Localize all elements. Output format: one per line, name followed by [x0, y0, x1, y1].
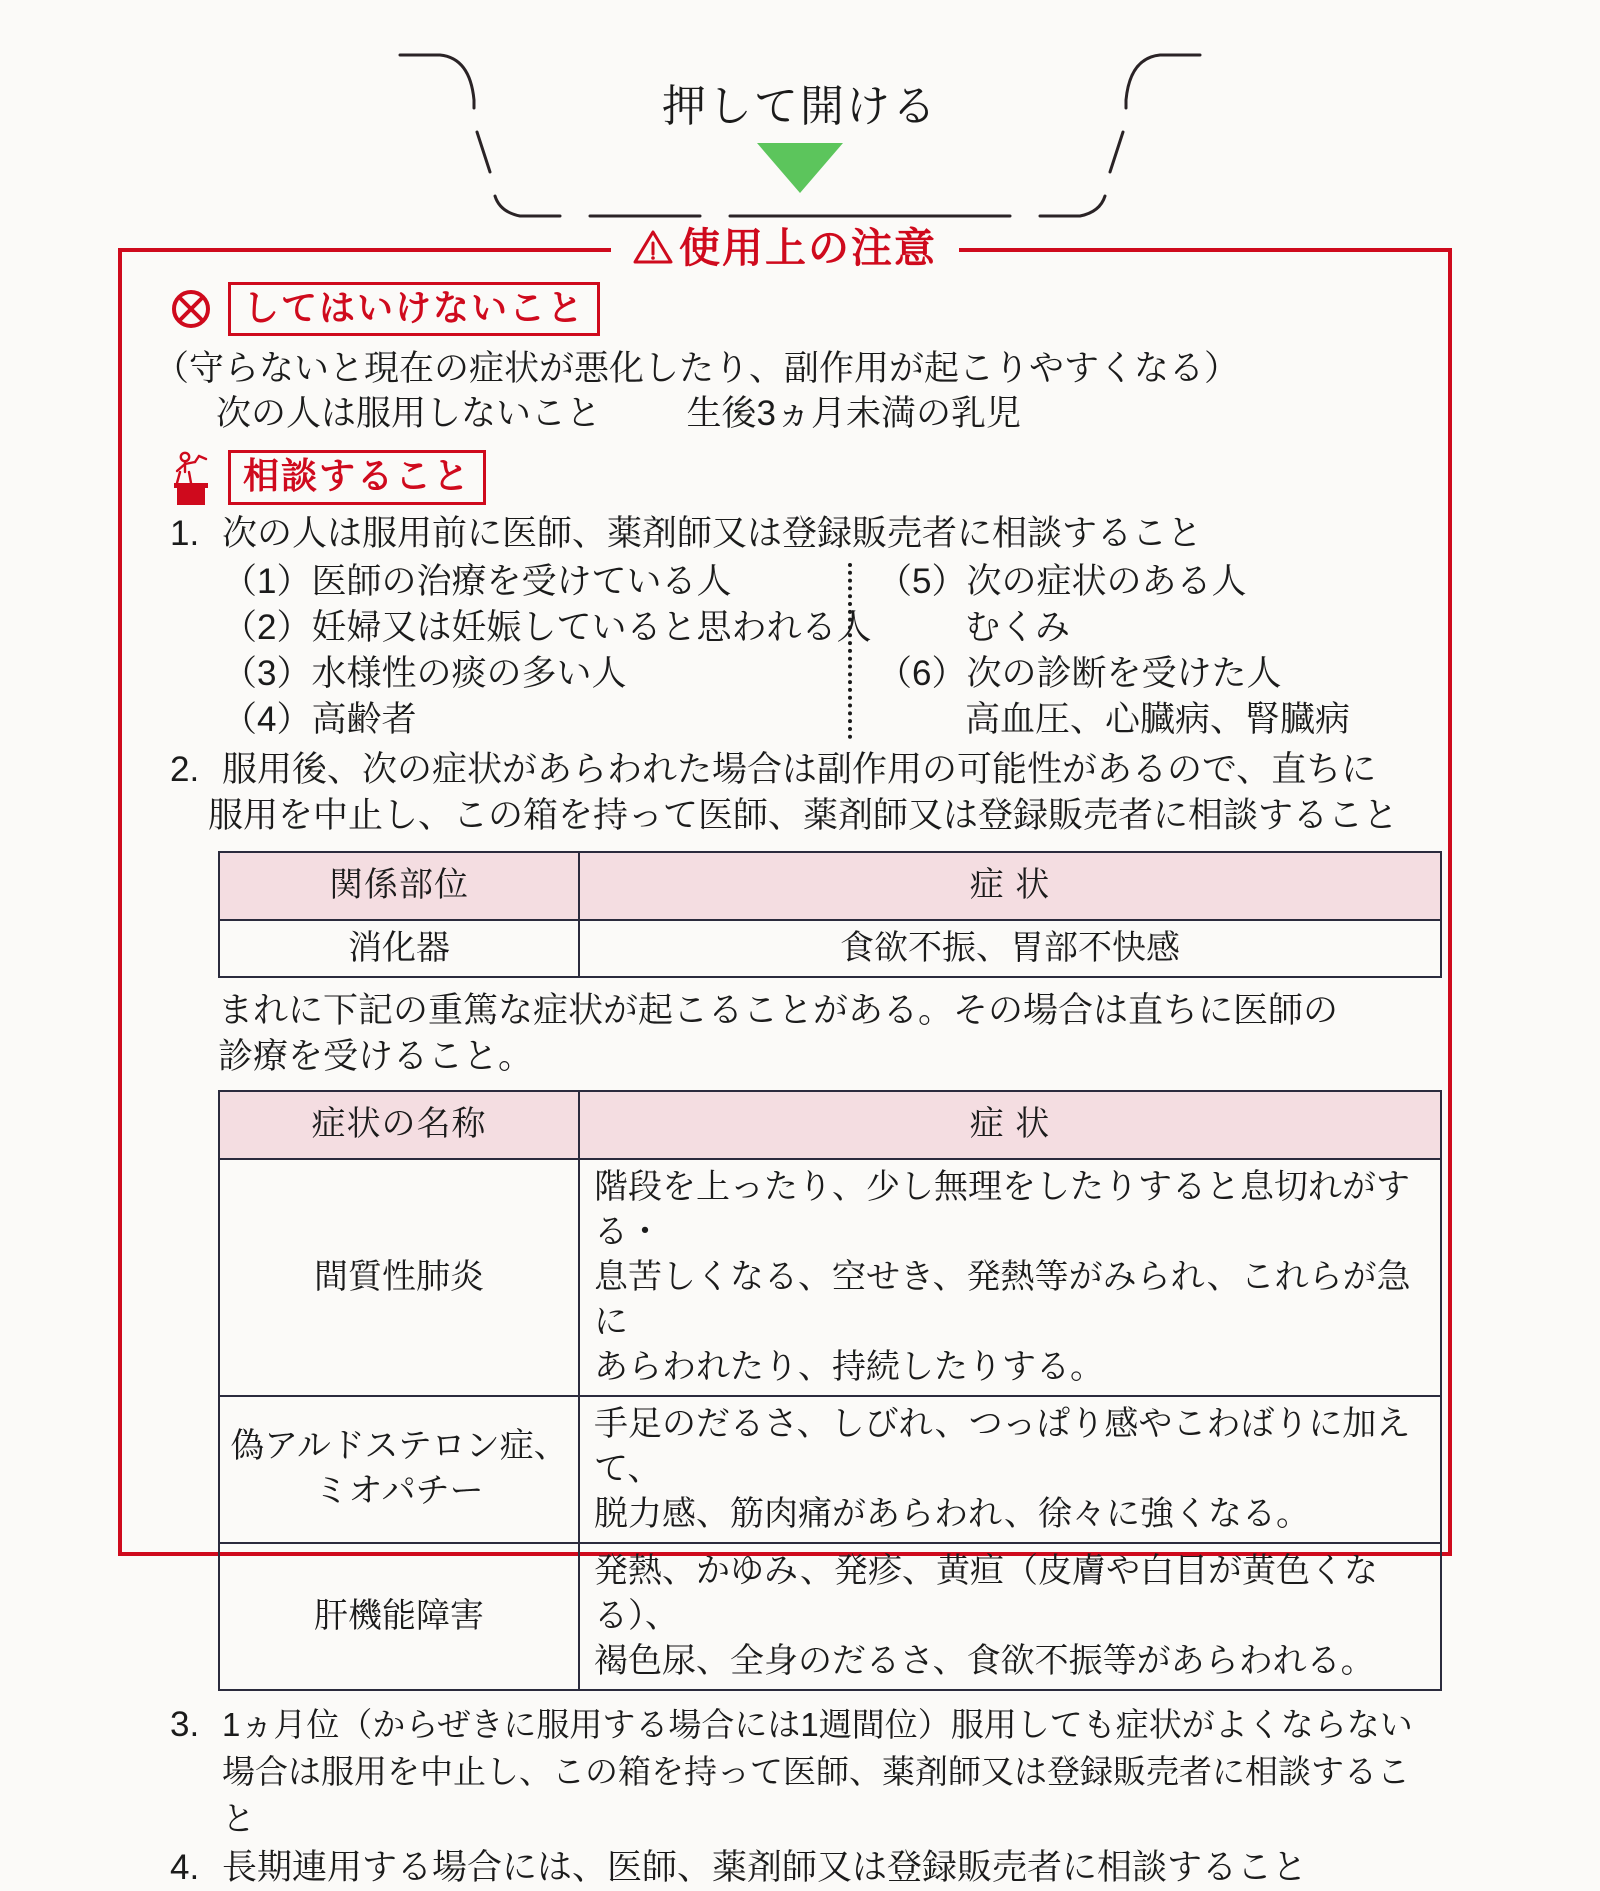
cell-line: 褐色尿、全身のだるさ、食欲不振等があらわれる。	[594, 1641, 1375, 1680]
list-item: 高血圧、心臓病、腎臓病	[965, 699, 1351, 739]
side-effect-table	[218, 851, 1442, 978]
serious-symptom-table	[218, 1090, 1442, 1691]
consult-item-4-number: 4.	[170, 1847, 200, 1887]
table-row	[219, 1543, 1441, 1690]
consult-item-1-text: 次の人は服用前に医師、薬剤師又は登録販売者に相談すること	[222, 513, 1203, 553]
serious-note-line2: 診療を受けること。	[218, 1036, 534, 1076]
list-item: （6）次の診断を受けた人	[877, 653, 1282, 693]
cell-symptom: 食欲不振、胃部不快感	[579, 920, 1441, 977]
consult-item-2-number: 2.	[170, 749, 200, 789]
column-header-symptom: 症 状	[579, 1091, 1441, 1159]
consult-item-1	[170, 511, 1436, 557]
list-item: （2）妊婦又は妊娠していると思われる人	[222, 607, 872, 647]
push-open-label: 押して開ける	[662, 82, 938, 131]
serious-symptom-note	[218, 988, 1436, 1080]
consult-item-1-sublists	[222, 559, 1436, 743]
section-prohibited-header	[168, 282, 1436, 336]
list-item: （1）医師の治療を受けている人	[222, 561, 732, 601]
notice-title-text: 使用上の注意	[679, 225, 937, 271]
cell-line: 発熱、かゆみ、発疹、黄疸（皮膚や白目が黄色くなる）、	[594, 1551, 1379, 1635]
usage-notice-box	[118, 248, 1452, 1887]
table-row	[219, 1159, 1441, 1396]
cell-symptom-name	[219, 1543, 579, 1690]
consult-item-1-number: 1.	[170, 513, 200, 553]
sublist-right-column	[877, 559, 1436, 743]
cell-symptom-desc	[579, 1543, 1441, 1690]
down-triangle-icon	[757, 143, 843, 193]
serious-note-line1: まれに下記の重篤な症状が起こることがある。その場合は直ちに医師の	[218, 990, 1339, 1030]
list-item: （5）次の症状のある人	[877, 561, 1247, 601]
consult-item-2	[170, 747, 1436, 839]
cell-line: 階段を上ったり、少し無理をしたりすると息切れがする・	[594, 1167, 1410, 1251]
prohibited-rule-label: 次の人は服用しないこと	[216, 394, 602, 434]
cell-line: 息苦しくなる、空せき、発熱等がみられ、これらが急に	[594, 1257, 1411, 1341]
section-consult-label: 相談すること	[228, 450, 486, 504]
cell-symptom-name	[219, 1159, 579, 1396]
column-divider	[848, 563, 855, 739]
consult-item-3-line2: 場合は服用を中止し、この箱を持って医師、薬剤師又は登録販売者に相談すること	[222, 1752, 1410, 1837]
cell-line: 脱力感、筋肉痛があらわれ、徐々に強くなる。	[594, 1494, 1311, 1533]
circle-x-icon	[168, 283, 214, 335]
consult-item-4	[170, 1844, 1436, 1891]
prohibited-note: （守らないと現在の症状が悪化したり、副作用が起こりやすくなる）	[154, 349, 1240, 389]
column-header-symptom: 症 状	[579, 852, 1441, 920]
consult-item-2-text	[208, 747, 1436, 839]
consultation-counter-icon	[168, 452, 214, 504]
cell-symptom-name	[219, 1396, 579, 1543]
column-header-region: 関係部位	[219, 852, 579, 920]
table-header-row	[219, 1091, 1441, 1159]
table-row	[219, 920, 1441, 977]
list-item: （3）水様性の痰の多い人	[222, 653, 627, 693]
cell-line: あらわれたり、持続したりする。	[594, 1347, 1104, 1386]
cell-symptom-desc	[579, 1159, 1441, 1396]
consult-item-3	[170, 1701, 1436, 1842]
cell-line: 偽アルドステロン症、	[230, 1427, 568, 1466]
prohibited-rule-value: 生後3ヵ月未満の乳児	[686, 394, 1021, 434]
consult-item-4-text: 長期連用する場合には、医師、薬剤師又は登録販売者に相談すること	[222, 1847, 1308, 1887]
cell-line: 肝機能障害	[314, 1596, 484, 1635]
sublist-left-column	[222, 559, 872, 743]
consult-item-3-text	[222, 1701, 1436, 1842]
consult-item-3-number: 3.	[170, 1704, 200, 1744]
table-header-row	[219, 852, 1441, 920]
list-item: （4）高齢者	[222, 699, 417, 739]
push-open-area	[0, 0, 1600, 240]
cell-region: 消化器	[219, 920, 579, 977]
list-item: むくみ	[965, 607, 1071, 647]
section-consult-header	[168, 450, 1436, 504]
column-header-symptom-name: 症状の名称	[219, 1091, 579, 1159]
consult-item-2-line2: 服用を中止し、この箱を持って医師、薬剤師又は登録販売者に相談すること	[208, 795, 1399, 835]
table-row	[219, 1396, 1441, 1543]
prohibited-rule	[216, 391, 1436, 436]
consult-item-3-line1: 1ヵ月位（からぜきに服用する場合には1週間位）服用しても症状がよくならない	[222, 1705, 1413, 1743]
cell-line: 手足のだるさ、しびれ、つっぱり感やこわばりに加えて、	[594, 1404, 1411, 1488]
cell-symptom-desc	[579, 1396, 1441, 1543]
cell-line: ミオパチー	[314, 1472, 484, 1511]
consult-item-2-line1: 服用後、次の症状があらわれた場合は副作用の可能性があるので、直ちに	[222, 749, 1377, 789]
cell-line: 間質性肺炎	[314, 1257, 484, 1296]
section-prohibited-label: してはいけないこと	[228, 282, 600, 336]
